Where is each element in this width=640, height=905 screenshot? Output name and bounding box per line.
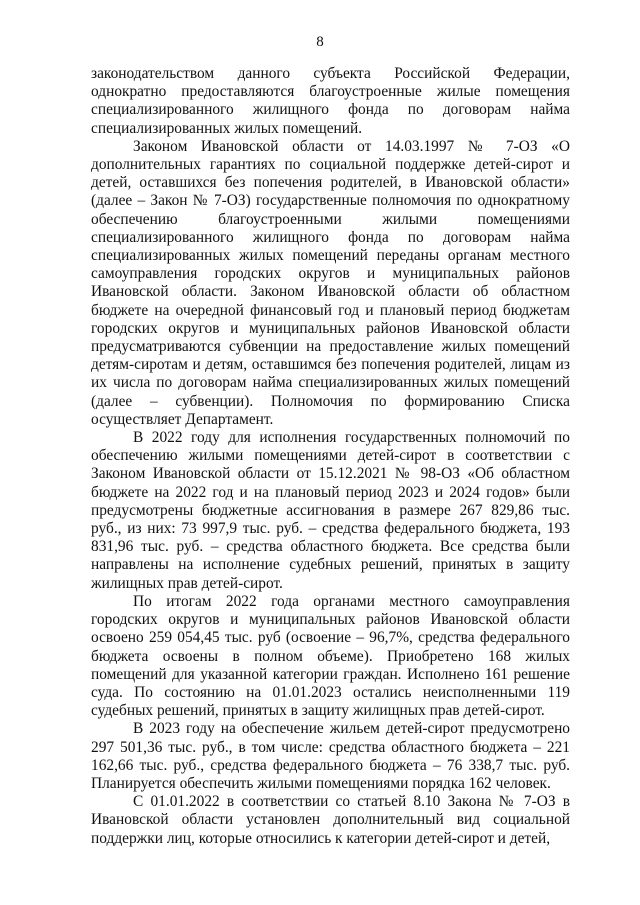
paragraph-law-7-oz: Законом Ивановской области от 14.03.1997 № 7-ОЗ «О дополнительных гарантиях по социальной поддержке детей-сирот и детей, оставшихся без попечения родителей, в Ивановской области» (далее – Закон № 7-ОЗ) государственные полномочия по однократному обеспечению благоустроенными жилыми помещениями специализированного жилищного фонда по договорам найма специализированных жилых помещений переданы органам местного самоуправления городских округов и муниципальных районов Ивановской области. Законом Ивановской области об областном бюджете на очередной финансовый год и плановый период бюджетам городских округов и муниципальных районов Ивановской области предусматриваются субвенции на предоставление жилых помещений детям-сиротам и детям, оставшимся без попечения родителей, лицам из их числа по договорам найма специализированных жилых помещений (далее – субвенции). Полномочия по формированию Списка осуществляет Департамент.: [91, 137, 570, 428]
paragraph-additional-support: С 01.01.2022 в соответствии со статьей 8.10 Закона № 7-ОЗ в Ивановской области установлен дополнительный вид социальной поддержки лиц, которые относились к категории детей-сирот и детей,: [91, 793, 570, 847]
paragraph-2023-plan: В 2023 году на обеспечение жильем детей-сирот предусмотрено 297 501,36 тыс. руб., в том числе: средства областного бюджета – 221 162,66 тыс. руб., средства федерального бюджета – 76 338,7 тыс. руб. Планируется обеспечить жилыми помещениями порядка 162 человек.: [91, 720, 570, 792]
paragraph-2022-budget: В 2022 году для исполнения государственных полномочий по обеспечению жилыми помещениями детей-сирот в соответствии с Законом Ивановской области от 15.12.2021 № 98-ОЗ «Об областном бюджете на 2022 год и на плановый период 2023 и 2024 годов» были предусмотрены бюджетные ассигнования в размере 267 829,86 тыс. руб., из них: 73 997,9 тыс. руб. – средства федерального бюджета, 193 831,96 тыс. руб. – средства областного бюджета. Все средства были направлены на исполнение судебных решений, принятых в защиту жилищных прав детей-сирот.: [91, 429, 570, 592]
paragraph-2022-results: По итогам 2022 года органами местного самоуправления городских округов и муниципальных районов Ивановской области освоено 259 054,45 тыс. руб (освоение – 96,7%, средства федерального бюджета освоены в полном объеме). Приобретено 168 жилых помещений для указанной категории граждан. Исполнено 161 решение суда. По состоянию на 01.01.2023 остались неисполненными 119 судебных решений, принятых в защиту жилищных прав детей-сирот.: [91, 592, 570, 720]
page-number: 8: [316, 34, 324, 50]
paragraph-continuation: законодательством данного субъекта Российской Федерации, однократно предоставляются благоустроенные жилые помещения специализированного жилищного фонда по договорам найма специализированных жилых помещений.: [91, 65, 570, 137]
body-text: [91, 65, 570, 848]
